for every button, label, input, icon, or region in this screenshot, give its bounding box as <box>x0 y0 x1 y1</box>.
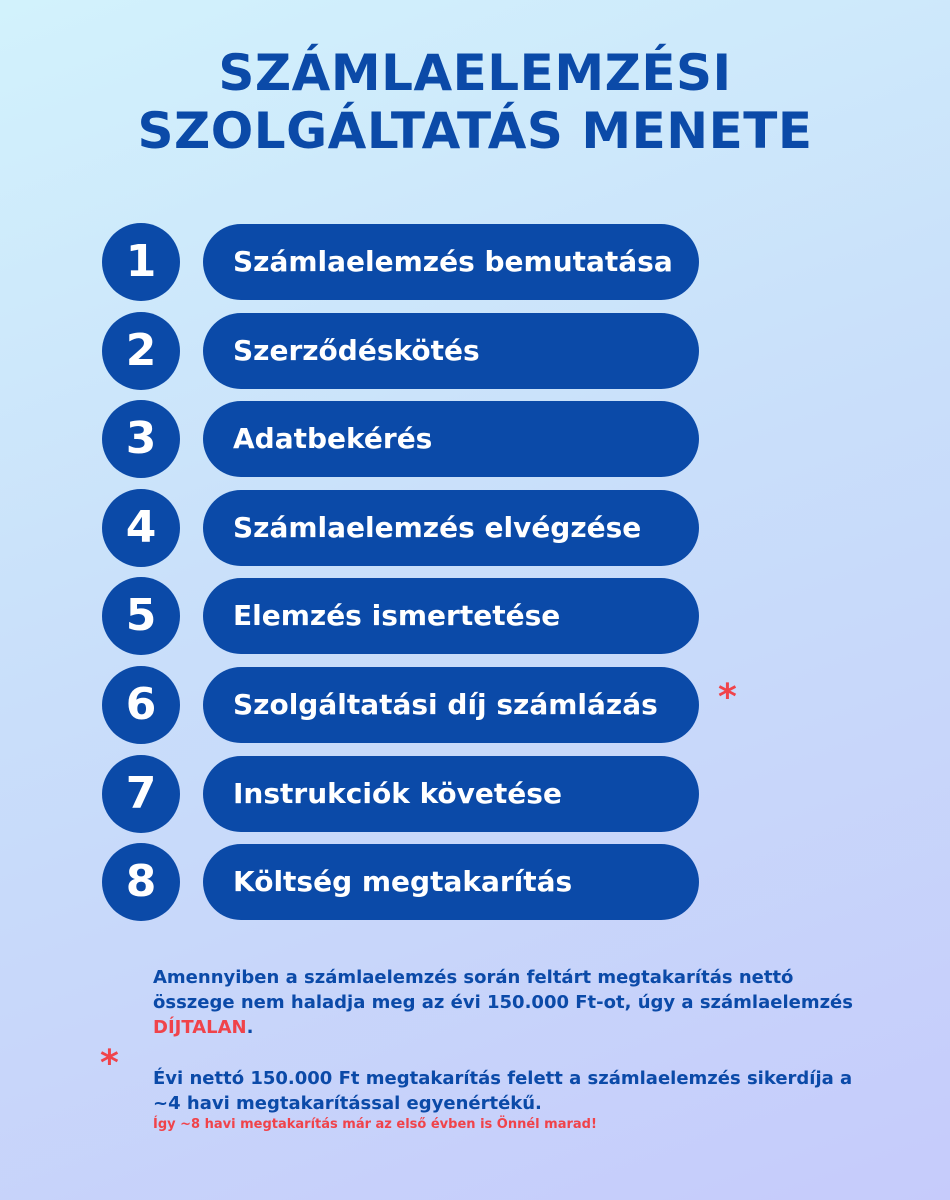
free-highlight: DÍJTALAN <box>153 1017 247 1038</box>
step-label: Számlaelemzés bemutatása <box>203 224 699 300</box>
step-4 <box>0 489 950 567</box>
asterisk-icon: * <box>718 677 737 718</box>
step-label: Költség megtakarítás <box>203 844 699 920</box>
step-5 <box>0 577 950 655</box>
step-2 <box>0 312 950 390</box>
title-line-1: SZÁMLAELEMZÉSI <box>218 44 732 102</box>
step-number-badge: 3 <box>102 400 180 478</box>
footnote-subtext: Így ~8 havi megtakarítás már az első évben is Önnél marad! <box>153 1117 597 1132</box>
step-label: Elemzés ismertetése <box>203 578 699 654</box>
step-3 <box>0 400 950 478</box>
step-7 <box>0 755 950 833</box>
step-label: Szolgáltatási díj számlázás <box>203 667 699 743</box>
step-label: Instrukciók követése <box>203 756 699 832</box>
footnote-text: Amennyiben a számlaelemzés során feltárt megtakarítás nettó összege nem haladja meg az évi 150.000 Ft-ot, úgy a számlaelemzés <box>153 967 853 1013</box>
step-number-badge: 1 <box>102 223 180 301</box>
footnote-text: Évi nettó 150.000 Ft megtakarítás felett a számlaelemzés sikerdíja a ~4 havi megtakarítással egyenértékű. <box>153 1068 853 1114</box>
step-6 <box>0 666 950 744</box>
step-1 <box>0 223 950 301</box>
footnote-paragraph-2 <box>153 1066 873 1134</box>
step-number-badge: 4 <box>102 489 180 567</box>
step-8 <box>0 843 950 921</box>
title-line-2: SZOLGÁLTATÁS MENETE <box>137 102 813 160</box>
footnote-paragraph-1 <box>153 965 873 1040</box>
step-number-badge: 2 <box>102 312 180 390</box>
step-number-badge: 8 <box>102 843 180 921</box>
step-label: Adatbekérés <box>203 401 699 477</box>
step-number-badge: 6 <box>102 666 180 744</box>
step-label: Szerződéskötés <box>203 313 699 389</box>
footnote-period: . <box>246 1017 254 1038</box>
step-number-badge: 5 <box>102 577 180 655</box>
page-title <box>0 44 950 160</box>
step-label: Számlaelemzés elvégzése <box>203 490 699 566</box>
step-number-badge: 7 <box>102 755 180 833</box>
footnote-asterisk-icon: * <box>100 1043 119 1084</box>
